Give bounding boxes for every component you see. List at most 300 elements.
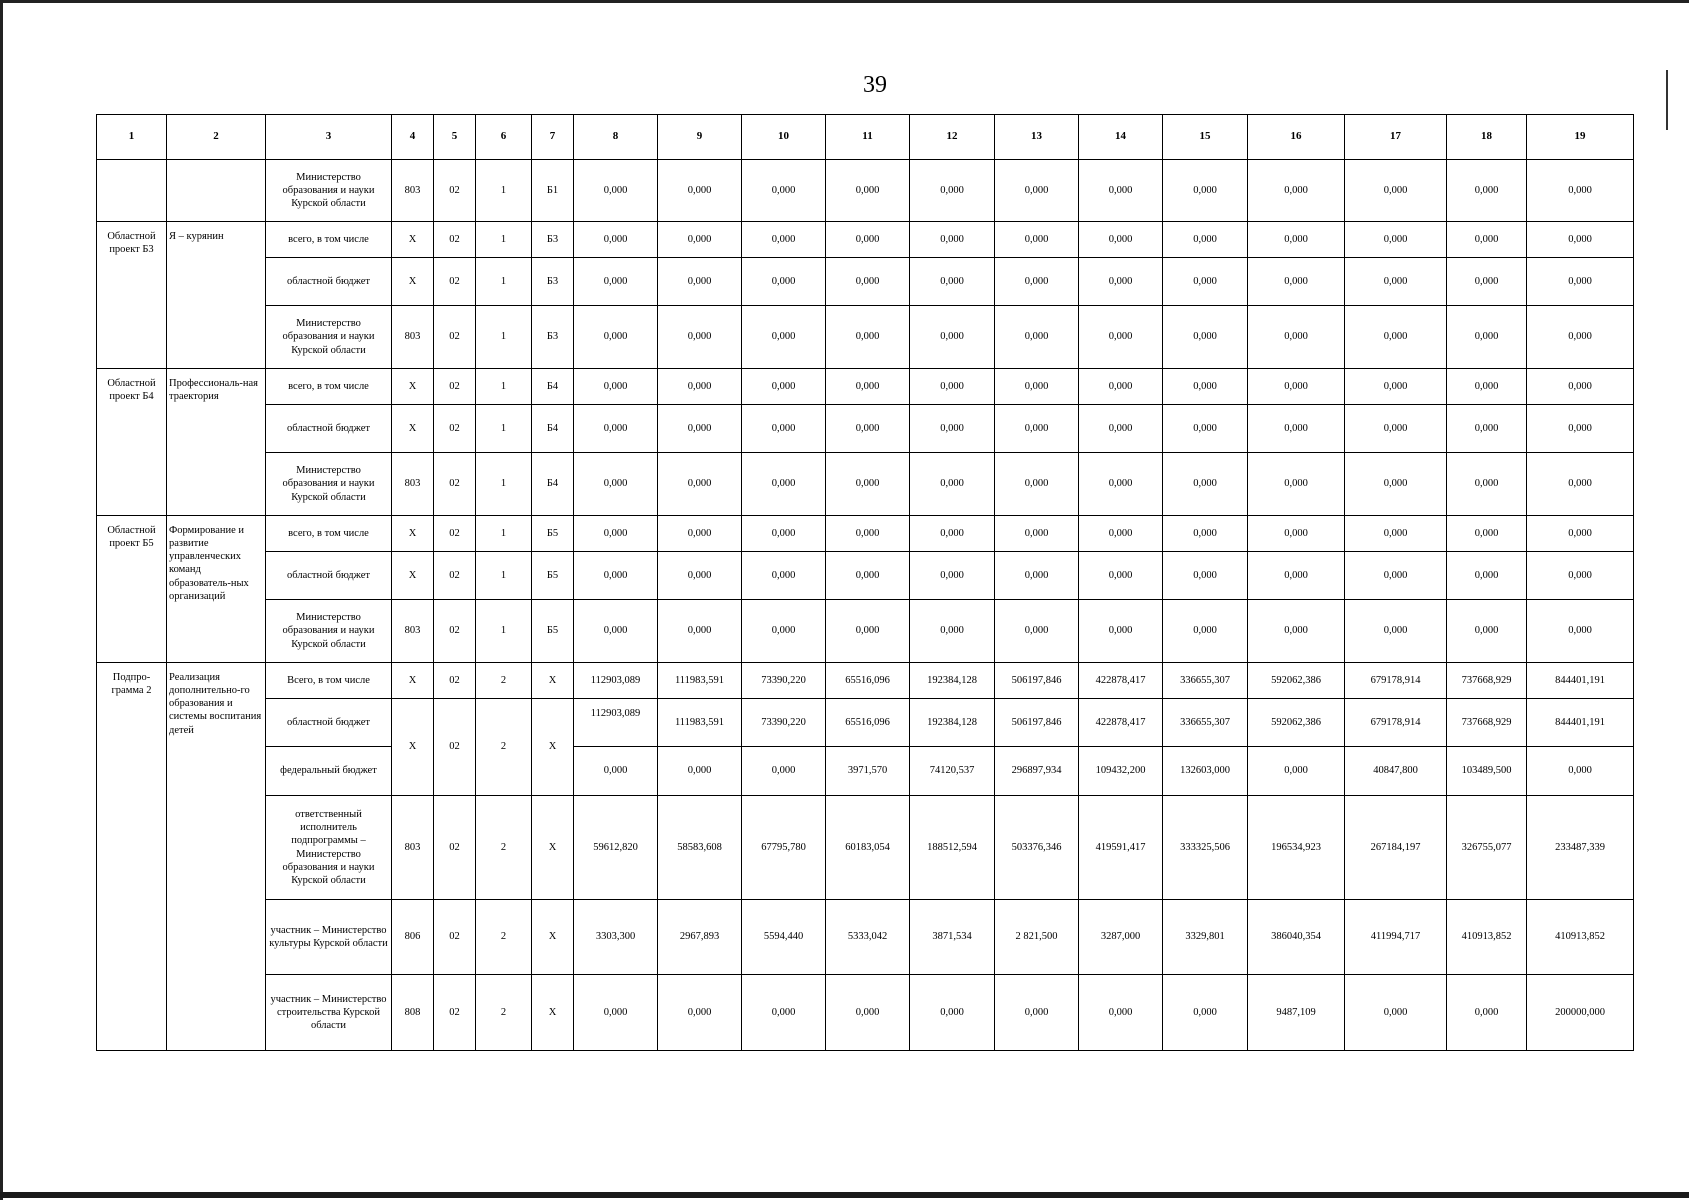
value-cell: 0,000 <box>826 369 910 405</box>
table-row <box>97 747 1634 796</box>
value-cell: 679178,914 <box>1345 663 1447 699</box>
code-cell: 803 <box>392 600 434 663</box>
value-cell: 0,000 <box>826 160 910 222</box>
header-cell: 15 <box>1163 115 1248 160</box>
value-cell: 0,000 <box>658 369 742 405</box>
value-cell: 0,000 <box>574 600 658 663</box>
value-cell: 422878,417 <box>1079 663 1163 699</box>
value-cell: 336655,307 <box>1163 663 1248 699</box>
value-cell: 74120,537 <box>910 747 995 796</box>
scan-border-left <box>0 0 3 1200</box>
value-cell: 0,000 <box>574 405 658 453</box>
header-row <box>97 115 1634 160</box>
source-cell: Министерство образования и науки Курской области <box>266 453 392 516</box>
table-row <box>97 258 1634 306</box>
value-cell: 0,000 <box>995 306 1079 369</box>
value-cell: 411994,717 <box>1345 900 1447 975</box>
code-cell: Х <box>532 699 574 796</box>
value-cell: 5333,042 <box>826 900 910 975</box>
value-cell: 0,000 <box>574 747 658 796</box>
value-cell: 386040,354 <box>1248 900 1345 975</box>
value-cell: 0,000 <box>1163 306 1248 369</box>
table-row <box>97 699 1634 747</box>
source-cell: Министерство образования и науки Курской области <box>266 600 392 663</box>
value-cell: 410913,852 <box>1527 900 1634 975</box>
code-cell: Х <box>532 796 574 900</box>
header-cell: 11 <box>826 115 910 160</box>
value-cell: 109432,200 <box>1079 747 1163 796</box>
value-cell: 111983,591 <box>658 699 742 747</box>
code-cell: 02 <box>434 222 476 258</box>
value-cell: 0,000 <box>1248 747 1345 796</box>
value-cell: 0,000 <box>1248 160 1345 222</box>
code-cell: 02 <box>434 663 476 699</box>
value-cell: 844401,191 <box>1527 663 1634 699</box>
value-cell: 0,000 <box>1079 552 1163 600</box>
table-row <box>97 160 1634 222</box>
source-cell: всего, в том числе <box>266 222 392 258</box>
table-row <box>97 306 1634 369</box>
value-cell: 0,000 <box>742 369 826 405</box>
table-row <box>97 222 1634 258</box>
value-cell: 0,000 <box>742 258 826 306</box>
value-cell: 0,000 <box>826 975 910 1051</box>
value-cell: 737668,929 <box>1447 663 1527 699</box>
table-row <box>97 453 1634 516</box>
value-cell: 3871,534 <box>910 900 995 975</box>
value-cell: 506197,846 <box>995 663 1079 699</box>
value-cell: 0,000 <box>1345 369 1447 405</box>
value-cell: 0,000 <box>1079 160 1163 222</box>
value-cell: 0,000 <box>1163 453 1248 516</box>
source-cell: Министерство образования и науки Курской области <box>266 306 392 369</box>
code-cell: 02 <box>434 699 476 796</box>
code-cell: Х <box>392 405 434 453</box>
value-cell: 0,000 <box>742 405 826 453</box>
value-cell: 0,000 <box>1447 369 1527 405</box>
code-cell: Б4 <box>532 405 574 453</box>
value-cell: 5594,440 <box>742 900 826 975</box>
code-cell: Х <box>392 699 434 796</box>
value-cell: 192384,128 <box>910 699 995 747</box>
source-cell: областной бюджет <box>266 405 392 453</box>
code-cell: 02 <box>434 369 476 405</box>
value-cell: 0,000 <box>658 160 742 222</box>
value-cell: 737668,929 <box>1447 699 1527 747</box>
value-cell: 58583,608 <box>658 796 742 900</box>
code-cell: 02 <box>434 600 476 663</box>
value-cell: 0,000 <box>1079 516 1163 552</box>
header-cell: 18 <box>1447 115 1527 160</box>
value-cell: 0,000 <box>1527 222 1634 258</box>
value-cell: 0,000 <box>1079 222 1163 258</box>
value-cell: 0,000 <box>742 160 826 222</box>
code-cell: Х <box>392 552 434 600</box>
source-cell: областной бюджет <box>266 552 392 600</box>
table-row <box>97 516 1634 552</box>
table-row <box>97 796 1634 900</box>
value-cell: 0,000 <box>658 975 742 1051</box>
value-cell: 188512,594 <box>910 796 995 900</box>
value-cell: 67795,780 <box>742 796 826 900</box>
value-cell: 0,000 <box>742 222 826 258</box>
value-cell: 0,000 <box>995 405 1079 453</box>
table-row <box>97 552 1634 600</box>
project-type-cell: Областной проект Б5 <box>97 516 167 663</box>
code-cell: 02 <box>434 975 476 1051</box>
table-row <box>97 663 1634 699</box>
value-cell: 0,000 <box>1527 747 1634 796</box>
source-cell: Министерство образования и науки Курской области <box>266 160 392 222</box>
value-cell: 9487,109 <box>1248 975 1345 1051</box>
value-cell: 0,000 <box>1163 369 1248 405</box>
page-number: 39 <box>863 72 887 98</box>
code-cell: 803 <box>392 453 434 516</box>
project-name-cell: Я – курянин <box>167 222 266 369</box>
value-cell: 40847,800 <box>1345 747 1447 796</box>
value-cell: 0,000 <box>910 306 995 369</box>
value-cell: 0,000 <box>1345 222 1447 258</box>
value-cell: 0,000 <box>1527 516 1634 552</box>
value-cell: 0,000 <box>1345 258 1447 306</box>
value-cell: 336655,307 <box>1163 699 1248 747</box>
code-cell: 2 <box>476 975 532 1051</box>
value-cell: 0,000 <box>1163 405 1248 453</box>
value-cell: 0,000 <box>1079 306 1163 369</box>
value-cell: 0,000 <box>995 453 1079 516</box>
value-cell: 0,000 <box>1345 453 1447 516</box>
value-cell: 0,000 <box>1447 258 1527 306</box>
value-cell: 3287,000 <box>1079 900 1163 975</box>
code-cell: Х <box>392 516 434 552</box>
code-cell: 02 <box>434 405 476 453</box>
value-cell: 3329,801 <box>1163 900 1248 975</box>
code-cell: Б4 <box>532 453 574 516</box>
value-cell: 0,000 <box>1248 453 1345 516</box>
header-cell: 12 <box>910 115 995 160</box>
value-cell: 0,000 <box>1248 600 1345 663</box>
code-cell: 803 <box>392 796 434 900</box>
header-cell: 3 <box>266 115 392 160</box>
value-cell: 0,000 <box>910 600 995 663</box>
header-cell: 14 <box>1079 115 1163 160</box>
value-cell: 59612,820 <box>574 796 658 900</box>
value-cell: 0,000 <box>1447 405 1527 453</box>
value-cell: 503376,346 <box>995 796 1079 900</box>
scan-border-top <box>0 0 1689 3</box>
value-cell: 0,000 <box>910 405 995 453</box>
value-cell: 0,000 <box>1079 975 1163 1051</box>
value-cell: 0,000 <box>1527 258 1634 306</box>
value-cell: 233487,339 <box>1527 796 1634 900</box>
header-cell: 13 <box>995 115 1079 160</box>
value-cell: 0,000 <box>995 516 1079 552</box>
code-cell: Б5 <box>532 516 574 552</box>
code-cell: 1 <box>476 405 532 453</box>
code-cell: Х <box>532 663 574 699</box>
code-cell: 1 <box>476 258 532 306</box>
value-cell: 0,000 <box>1527 405 1634 453</box>
code-cell: Х <box>392 258 434 306</box>
value-cell: 0,000 <box>658 516 742 552</box>
value-cell: 296897,934 <box>995 747 1079 796</box>
header-cell: 2 <box>167 115 266 160</box>
code-cell: 803 <box>392 306 434 369</box>
value-cell: 419591,417 <box>1079 796 1163 900</box>
header-cell: 19 <box>1527 115 1634 160</box>
value-cell: 0,000 <box>1527 160 1634 222</box>
value-cell: 0,000 <box>574 552 658 600</box>
value-cell: 0,000 <box>1345 516 1447 552</box>
value-cell: 0,000 <box>826 552 910 600</box>
value-cell: 326755,077 <box>1447 796 1527 900</box>
header-cell: 4 <box>392 115 434 160</box>
value-cell: 0,000 <box>658 405 742 453</box>
value-cell: 0,000 <box>995 258 1079 306</box>
value-cell: 0,000 <box>574 369 658 405</box>
value-cell: 0,000 <box>742 600 826 663</box>
code-cell: 1 <box>476 600 532 663</box>
source-cell: Всего, в том числе <box>266 663 392 699</box>
value-cell: 112903,089 <box>574 699 658 747</box>
code-cell: 1 <box>476 160 532 222</box>
value-cell: 0,000 <box>742 453 826 516</box>
code-cell: Б5 <box>532 552 574 600</box>
value-cell: 267184,197 <box>1345 796 1447 900</box>
code-cell: 02 <box>434 258 476 306</box>
value-cell: 0,000 <box>995 222 1079 258</box>
value-cell: 0,000 <box>658 552 742 600</box>
code-cell: 02 <box>434 453 476 516</box>
value-cell: 0,000 <box>1527 600 1634 663</box>
code-cell: Х <box>532 900 574 975</box>
value-cell: 200000,000 <box>1527 975 1634 1051</box>
value-cell: 0,000 <box>910 258 995 306</box>
code-cell: 1 <box>476 306 532 369</box>
value-cell: 0,000 <box>1345 306 1447 369</box>
source-cell: всего, в том числе <box>266 369 392 405</box>
table-row <box>97 600 1634 663</box>
header-cell: 9 <box>658 115 742 160</box>
value-cell: 60183,054 <box>826 796 910 900</box>
code-cell: 808 <box>392 975 434 1051</box>
code-cell: 02 <box>434 516 476 552</box>
empty-cell <box>97 160 167 222</box>
code-cell: 02 <box>434 306 476 369</box>
header-cell: 10 <box>742 115 826 160</box>
value-cell: 132603,000 <box>1163 747 1248 796</box>
value-cell: 0,000 <box>1345 405 1447 453</box>
value-cell: 103489,500 <box>1447 747 1527 796</box>
program-name-cell: Реализация дополнительно-го образования и системы воспитания детей <box>167 663 266 1051</box>
project-type-cell: Областной проект Б3 <box>97 222 167 369</box>
code-cell: 1 <box>476 222 532 258</box>
value-cell: 196534,923 <box>1248 796 1345 900</box>
code-cell: 02 <box>434 552 476 600</box>
value-cell: 0,000 <box>574 258 658 306</box>
header-cell: 1 <box>97 115 167 160</box>
value-cell: 592062,386 <box>1248 663 1345 699</box>
code-cell: Б5 <box>532 600 574 663</box>
value-cell: 0,000 <box>1079 369 1163 405</box>
value-cell: 0,000 <box>995 600 1079 663</box>
value-cell: 0,000 <box>658 258 742 306</box>
value-cell: 410913,852 <box>1447 900 1527 975</box>
source-cell: участник – Министерство строительства Курской области <box>266 975 392 1051</box>
value-cell: 0,000 <box>995 975 1079 1051</box>
value-cell: 679178,914 <box>1345 699 1447 747</box>
value-cell: 0,000 <box>1345 600 1447 663</box>
value-cell: 0,000 <box>1345 160 1447 222</box>
value-cell: 0,000 <box>1248 552 1345 600</box>
header-cell: 5 <box>434 115 476 160</box>
value-cell: 0,000 <box>1079 405 1163 453</box>
value-cell: 0,000 <box>826 600 910 663</box>
project-type-cell: Областной проект Б4 <box>97 369 167 516</box>
value-cell: 0,000 <box>574 160 658 222</box>
table-row <box>97 900 1634 975</box>
value-cell: 0,000 <box>1079 453 1163 516</box>
code-cell: 2 <box>476 699 532 796</box>
value-cell: 0,000 <box>826 258 910 306</box>
value-cell: 0,000 <box>574 516 658 552</box>
budget-table <box>96 114 1634 1051</box>
code-cell: Б3 <box>532 306 574 369</box>
empty-cell <box>167 160 266 222</box>
code-cell: 02 <box>434 900 476 975</box>
value-cell: 0,000 <box>1248 306 1345 369</box>
table-row <box>97 405 1634 453</box>
value-cell: 73390,220 <box>742 699 826 747</box>
value-cell: 0,000 <box>574 453 658 516</box>
value-cell: 333325,506 <box>1163 796 1248 900</box>
value-cell: 0,000 <box>1163 975 1248 1051</box>
code-cell: 1 <box>476 516 532 552</box>
code-cell: 2 <box>476 796 532 900</box>
value-cell: 0,000 <box>1248 369 1345 405</box>
value-cell: 0,000 <box>658 306 742 369</box>
header-cell: 8 <box>574 115 658 160</box>
value-cell: 0,000 <box>658 222 742 258</box>
value-cell: 0,000 <box>995 552 1079 600</box>
value-cell: 0,000 <box>995 369 1079 405</box>
code-cell: 1 <box>476 552 532 600</box>
value-cell: 0,000 <box>1527 453 1634 516</box>
code-cell: Х <box>392 369 434 405</box>
code-cell: 1 <box>476 369 532 405</box>
value-cell: 112903,089 <box>574 663 658 699</box>
scan-border-bottom <box>0 1192 1689 1198</box>
value-cell: 0,000 <box>574 222 658 258</box>
value-cell: 0,000 <box>742 747 826 796</box>
code-cell: 2 <box>476 900 532 975</box>
value-cell: 0,000 <box>1527 552 1634 600</box>
value-cell: 0,000 <box>742 975 826 1051</box>
value-cell: 0,000 <box>1163 160 1248 222</box>
header-cell: 16 <box>1248 115 1345 160</box>
value-cell: 0,000 <box>742 552 826 600</box>
value-cell: 0,000 <box>1079 258 1163 306</box>
code-cell: Б3 <box>532 222 574 258</box>
code-cell: 02 <box>434 796 476 900</box>
value-cell: 0,000 <box>910 369 995 405</box>
value-cell: 192384,128 <box>910 663 995 699</box>
table-row <box>97 975 1634 1051</box>
code-cell: 02 <box>434 160 476 222</box>
value-cell: 0,000 <box>1447 306 1527 369</box>
table-row <box>97 369 1634 405</box>
value-cell: 0,000 <box>1527 306 1634 369</box>
value-cell: 0,000 <box>742 306 826 369</box>
value-cell: 0,000 <box>574 975 658 1051</box>
value-cell: 0,000 <box>1163 516 1248 552</box>
value-cell: 0,000 <box>1345 552 1447 600</box>
source-cell: всего, в том числе <box>266 516 392 552</box>
value-cell: 0,000 <box>910 552 995 600</box>
value-cell: 0,000 <box>826 405 910 453</box>
value-cell: 592062,386 <box>1248 699 1345 747</box>
value-cell: 422878,417 <box>1079 699 1163 747</box>
value-cell: 0,000 <box>826 516 910 552</box>
code-cell: Б3 <box>532 258 574 306</box>
code-cell: 803 <box>392 160 434 222</box>
source-cell: федеральный бюджет <box>266 747 392 796</box>
value-cell: 3303,300 <box>574 900 658 975</box>
value-cell: 0,000 <box>910 222 995 258</box>
header-cell: 17 <box>1345 115 1447 160</box>
program-type-cell: Подпро-грамма 2 <box>97 663 167 1051</box>
value-cell: 111983,591 <box>658 663 742 699</box>
header-cell: 6 <box>476 115 532 160</box>
code-cell: Х <box>392 222 434 258</box>
value-cell: 0,000 <box>1248 258 1345 306</box>
header-cell: 7 <box>532 115 574 160</box>
value-cell: 0,000 <box>1163 552 1248 600</box>
project-name-cell: Профессиональ-ная траектория <box>167 369 266 516</box>
value-cell: 0,000 <box>1248 516 1345 552</box>
code-cell: 2 <box>476 663 532 699</box>
value-cell: 0,000 <box>1248 222 1345 258</box>
value-cell: 0,000 <box>658 747 742 796</box>
value-cell: 0,000 <box>826 222 910 258</box>
code-cell: Х <box>532 975 574 1051</box>
value-cell: 0,000 <box>1447 516 1527 552</box>
source-cell: участник – Министерство культуры Курской области <box>266 900 392 975</box>
value-cell: 0,000 <box>1163 222 1248 258</box>
value-cell: 0,000 <box>1163 258 1248 306</box>
value-cell: 0,000 <box>1345 975 1447 1051</box>
value-cell: 0,000 <box>995 160 1079 222</box>
value-cell: 0,000 <box>1248 405 1345 453</box>
value-cell: 0,000 <box>826 306 910 369</box>
value-cell: 2967,893 <box>658 900 742 975</box>
value-cell: 0,000 <box>1527 369 1634 405</box>
value-cell: 73390,220 <box>742 663 826 699</box>
value-cell: 0,000 <box>1447 975 1527 1051</box>
value-cell: 0,000 <box>910 453 995 516</box>
code-cell: 806 <box>392 900 434 975</box>
code-cell: Х <box>392 663 434 699</box>
source-cell: ответственный исполнитель подпрограммы – Министерство образования и науки Курской области <box>266 796 392 900</box>
project-name-cell: Формирование и развитие управленческих команд образователь-ных организаций <box>167 516 266 663</box>
value-cell: 2 821,500 <box>995 900 1079 975</box>
value-cell: 0,000 <box>742 516 826 552</box>
source-cell: областной бюджет <box>266 699 392 747</box>
value-cell: 65516,096 <box>826 699 910 747</box>
value-cell: 0,000 <box>1447 552 1527 600</box>
code-cell: 1 <box>476 453 532 516</box>
value-cell: 0,000 <box>1447 453 1527 516</box>
